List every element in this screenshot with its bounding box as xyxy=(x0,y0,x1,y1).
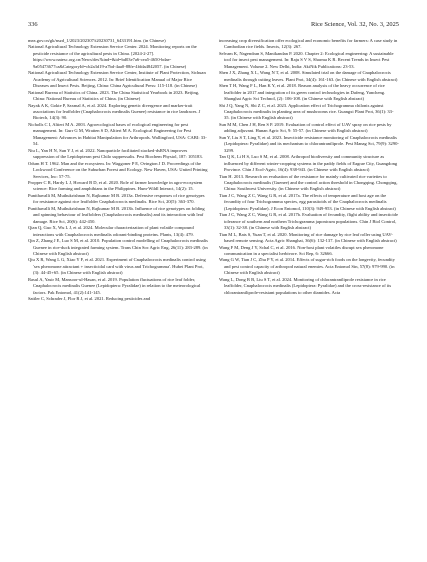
reference-entry: Tian J C, Wang Z C, Wang G R, et al. 2017a. The effects of temperature and host age on the fecundity of four Trichogramma species, egg parasitoids of the Cnaphalocrocis medinalis (Lepidoptera: Pyralidae). J Econ Entomol, 110(3): 949-953. (in Chinese with English abstract) xyxy=(219,192,396,211)
reference-entry: mea.gov.cn/gk/nszd_1/2023/202307/t20230731_6433191.htm. (in Chinese) xyxy=(28,38,166,43)
reference-entry: National Agricultural Technology Extension Service Center, Institute of Plant Protection, Sichuan Academy of Agricultural Sciences. 2012. In: Brief Identification Manual of Major Rice Diseases and Insect Pests. Beijing, China: China Agricultural Press: 115-118. (in Chinese) xyxy=(28,70,206,89)
reference-entry: Tan Q K, Li H S, Luo S M, et al. 2008. Arthropod biodiversity and community structure as influenced by different winter-cropping systems in the paddy fields of Eagrae City, Guangdong Province. Chin J Ecol-Agric, 16(4): 938-943. (in Chinese with English abstract) xyxy=(219,154,398,173)
reference-entry: Qin Z, Zhang J E, Luo S M, et al. 2010. Population control modelling of Cnaphalocrocis medinalis Guenee in rice-duck integrated farming system. Trans Chin Soc Agric Eng, 26(11): 283-289. (in Chinese with English abstract) xyxy=(28,238,208,256)
reference-entry: Qian Q, Guo X, Wu L J, et al. 2024. Molecular characterization of plant volatile compound interactions with Cnaphalocrocis medinalis odorant-binding proteins. Plants, 13(4): 479. xyxy=(28,225,194,237)
reference-entry: Shen T H, Wang F L, Han K Y, et al. 2018. Reason analysis of the heavy occurrence of rice leaffolder in 2017 and integration of its green control technologies in Dafeng, Yancheng. Shanghai Agric Sci Technol, (2): 106-108. (in Chinese with English abstract) xyxy=(219,83,386,102)
reference-entry: Tian M L, Bats S, Yuan T, et al. 2020. Monitoring of rice damage by rice leaf roller using UAV-based remote sensing. Acta Agric Shanghai, 36(6): 132-137. (in Chinese with English abstract) xyxy=(219,231,397,244)
running-header xyxy=(28,20,399,32)
reference-entry: National Bureau of Statistics of China. 2023. The China Statistical Yearbook in 2023. Beijing, China: National Bureau of Statistics of China. (in Chinese) xyxy=(28,89,200,102)
reference-entry: Rasul A, Yasir M, Mansoor-ul-Hasan, et al. 2019. Population fluctuations of rice leaf folder, Cnaphalocrocis medinalis Guenee (Lepidoptera: Pyralidae) in relation to the meteorological factors. Pak Entomol, 41(2):141-145. xyxy=(28,276,201,295)
reference-entry: Propper C R, Hardy L J, Howard B D, et al. 2020. Role of farmer knowledge in agro-ecosystem science: Rice farming and amphibians in the Philippines. Hum-Wildl Interact, 14(2): 15. xyxy=(28,179,203,192)
references-right-column xyxy=(219,38,399,296)
journal-name: Rice Science, Vol. 32, No. 3, 2025 xyxy=(311,21,399,28)
reference-entry: Punithavalli M, Muthukrishnan N, Rajkumar M B. 2013a. Defensive responses of rice genotypes for resistance against rice leaffolder Cnaphalocrocis medinalis. Rice Sci, 20(5): 363-370. xyxy=(28,192,205,205)
reference-entry: Nayak A K, Gokte P, Saxmal A, et al. 2024. Exploring genetic divergence and marker-trait associations for leaffolder (Cnaphalocrocis medinalis Guenee) resistance in rice landraces. J Biotech, 14(3): 90. xyxy=(28,102,201,121)
references-left-column xyxy=(28,38,208,303)
reference-entry: Wang G W, Tian J C, Zhu P Y, et al. 2014. Effects of sugar-rich foods on the longevity, fecundity and pest control capacity of arthropod natural enemies. Acta Entomol Sin, 57(8): 979-990. (in Chinese with English abstract) xyxy=(219,257,395,276)
reference-entry: Wang F M, Deng J Y, Schal C, et al. 2016. Non-host plant volatiles disrupt sex pheromone communication in a specialist herbivore. Sci Rep, 6: 32666. xyxy=(219,244,384,256)
reference-entry: National Agricultural Technology Extension Service Center. 2024. Monitoring reports on the pesticide resistance of the agricultural pests in China. [2024-2-27]. https://www.natesc.org.cn/News/des?kind=&id=bd03e7a6-cea5-4650-bdae-9a05473677ca&CategoryId=cb2a3d19-a7bd-4aa0-88fe-4fdda4842057. (in Chinese) xyxy=(28,44,197,69)
reference-entry: Nicholls C I, Altieri M A. 2003. Agroecological bases of ecological engineering for pest management. In: Gurr G M, Wratten S D, Altieri M A. Ecological Engineering for Pest Management: Advances in Habitat Manipulation for Arthropods. Wallingford, USA: CABI: 33-54. xyxy=(28,121,207,147)
reference-entry: Qiu X R, Wang L G, Xiao Y F, et al. 2021. Experiment of Cnaphalocrocis medinalis control using 'sex pheromone attractant + insecticidal card with virus and Trichogramma'. Hubei Plant Prot, (3): 44-45+65. (in Chinese with English abstract) xyxy=(28,257,206,276)
reference-entry: Sun M M, Chen J H, Ren S P. 2019. Evaluation of control effect of UAV spray on rice pests by adding adjuvant. Hunan Agric Sci, 9: 55-57. (in Chinese with English abstract) xyxy=(219,121,392,134)
reference-entry: Niu L, Yan H N, Sun Y J, et al. 2022. Nanoparticle facilitated stacked-dsRNA improves suppression of the Lepidopteran pest Chilo suppressalis. Pest Biochem Physiol, 187: 105183. xyxy=(28,147,203,160)
page-number: 336 xyxy=(28,21,38,28)
reference-entry: Shi J Q, Yang N, Shi Z C, et al. 2023. Application effect of Trichogramma chilonis against Cnaphalocrocis medinalis in planting area of mushrooms rice. Guangxi Plant Prot, 36(1): 33-35. (in Chinese with English abstract) xyxy=(219,102,394,121)
reference-entry: Odum H T. 1962. Man and the ecosystem. In: Waggoner P E, Ovington J D. Proceedings of the Lockwood Conference on the Suburban Forest and Ecology. New Haven, USA: United Printing Services, Inc: 57-75. xyxy=(28,160,208,179)
reference-entry: Wang L, Dong B B, Liu S T, et al. 2024. Monitoring of chlorantraniliprole resistance in rice leaffolder, Cnaphalocrocis medinalis (Lepidoptera: Pyralidae) and the cross-resistance of its chlorantraniliprole-resistant populations to other diamides. Acta xyxy=(219,276,392,295)
reference-entry: Sattler C, Schrader J, Flor R J, et al. 2021. Reducing pesticides and xyxy=(28,296,151,302)
reference-entry: Sun Y, Liu S T, Ling Y, et al. 2023. Insecticide resistance monitoring of Cnaphalocrocis medinalis (Lepidoptera: Pyralidae) and its mechanism to chlorantraniliprole. Pest Manag Sci, 79(9): 3290-3299. xyxy=(219,134,399,153)
reference-entry: Punithavalli M, Muthukrishnan N, Rajkumar M B. 2013b. Influence of rice genotypes on folding and spinning behaviour of leaffolders (Cnaphalocrocis medinalis) and its interaction with leaf damage. Rice Sci, 20(6): 442-450. xyxy=(28,205,205,224)
reference-entry: Selvam K, Nagendran S, Manikandan P. 2020. Chapter 2: Ecological engineering: A sustainable tool for insect pest management. In: Raju S V S, Sharma K R. Recent Trends in Insect Pest Management. Volume 2. New Delhi, India: AkiNik Publications: 23-53. xyxy=(219,50,394,69)
reference-entry: Shen J X, Zhang X L, Wang N T, et al. 2008. Simulated trial on the damage of Cnaphalocrocis medinalis through cutting leaves. Plant Prot, 34(4): 161-163. (in Chinese with English abstract) xyxy=(219,70,398,82)
reference-entry: Tian J C, Wang Z C, Wang G R, et al. 2017b. Evaluation of fecundity, flight ability and insecticide tolerance of southern and northern Trichogramma japonicum populations. Chin J Biol Control, 33(1): 32-38. (in Chinese with English abstract) xyxy=(219,212,398,231)
reference-entry: increasing crop diversification offer ecological and economic benefits for farmers: A case study in Cambodian rice fields. Insects, 12(3): 267. xyxy=(219,38,398,50)
reference-entry: Tian H. 2013. Research on evaluation of the resistance for mainly cultivated rice varieties to Cnaphalocrocis medinalis (Guenee) and the control action threshold in Chongqing. Chongqing, China: Southwest University. (in Chinese with English abstract) xyxy=(219,173,398,192)
